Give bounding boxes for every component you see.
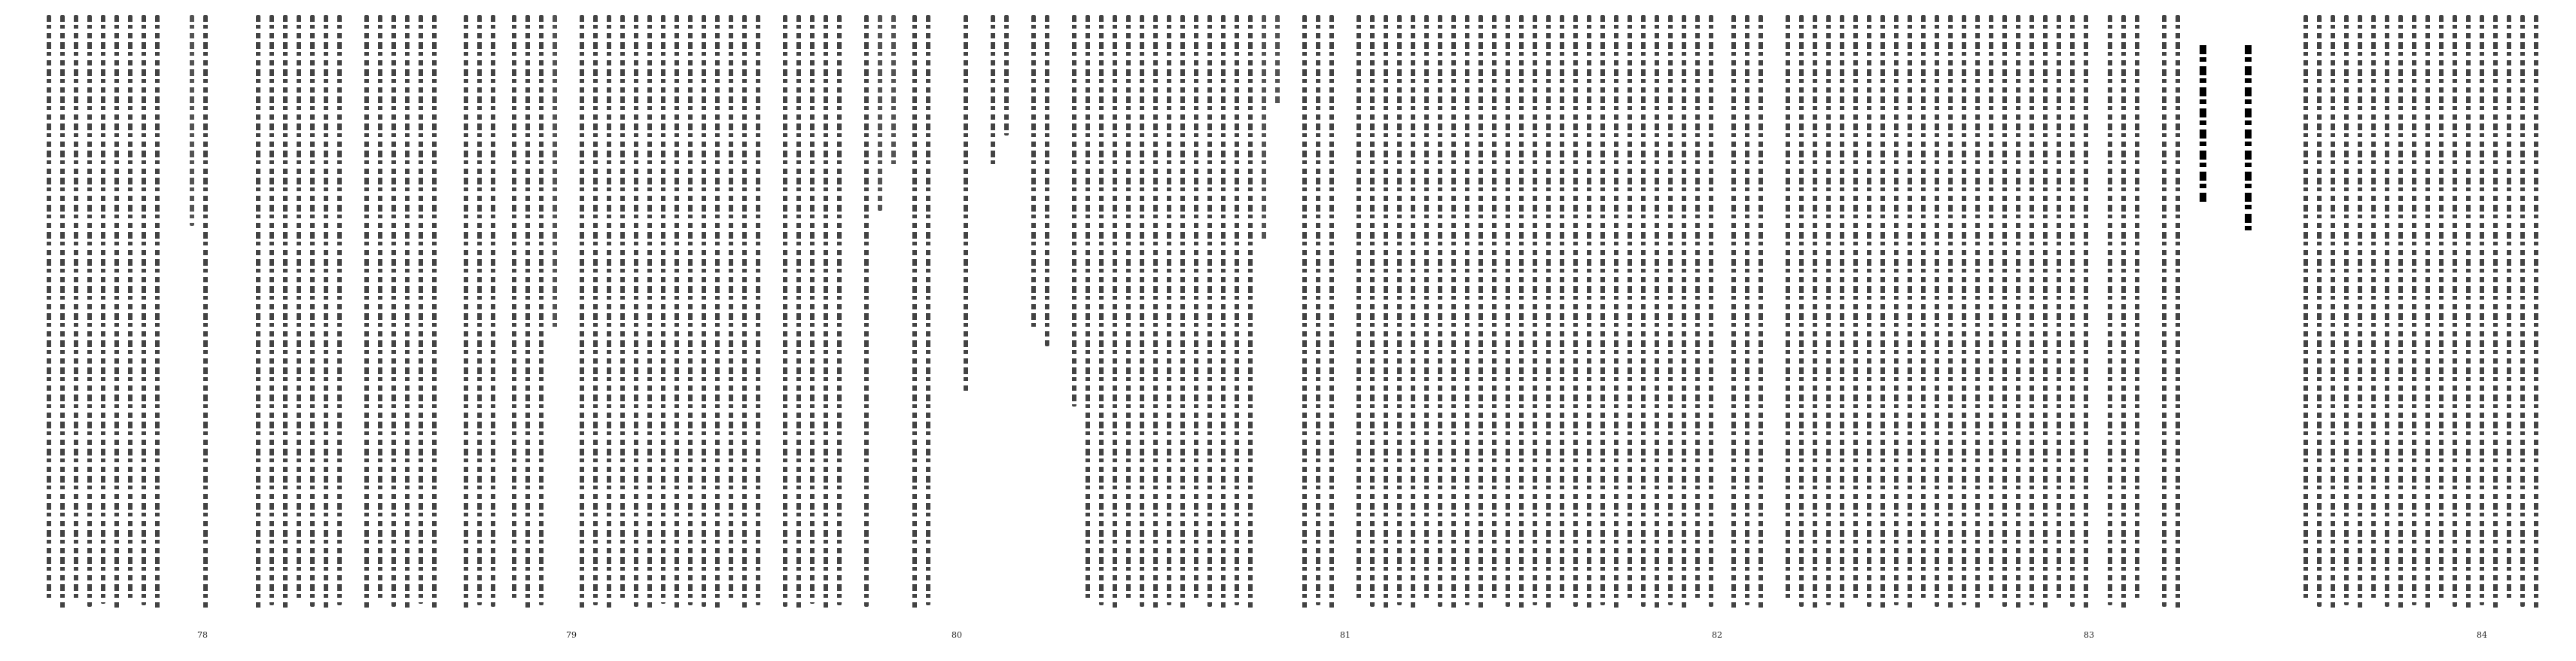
text-column: [2466, 15, 2471, 610]
text-column: [269, 15, 274, 605]
text-column: [1655, 15, 1659, 610]
text-column: [1573, 15, 1578, 607]
text-column: [203, 15, 208, 610]
text-column: [1600, 15, 1605, 605]
text-column: [1519, 15, 1524, 610]
page-number: 80: [952, 630, 962, 640]
text-column: [1921, 15, 1926, 602]
text-column: [1357, 15, 1361, 602]
text-column: [1194, 15, 1198, 602]
text-column: [2176, 15, 2180, 610]
text-column: [2057, 15, 2061, 602]
text-column: [1072, 15, 1076, 407]
text-column: [1004, 15, 1009, 136]
text-column: [1853, 15, 1858, 602]
text-column: [364, 15, 369, 608]
text-column: [2084, 15, 2088, 610]
text-column: [491, 15, 495, 607]
text-column: [1948, 15, 1953, 610]
text-column: [674, 15, 679, 608]
text-column: [2317, 15, 2322, 607]
text-column: [1758, 15, 1763, 608]
text-column: [2043, 15, 2048, 608]
text-column: [1546, 15, 1551, 608]
text-column: [190, 15, 194, 226]
text-column: [2534, 15, 2538, 610]
text-column: [477, 15, 482, 605]
text-column: [1695, 15, 1700, 602]
text-column: [2480, 15, 2484, 605]
text-column: [580, 15, 584, 610]
text-column: [878, 15, 882, 211]
text-column: [837, 15, 842, 605]
text-column: [1113, 15, 1117, 608]
text-column: [2331, 15, 2335, 610]
text-column: [114, 15, 119, 608]
text-column: [2425, 15, 2430, 608]
text-column: [2070, 15, 2075, 607]
text-column: [1975, 15, 1980, 608]
text-column: [2344, 15, 2349, 605]
text-column: [405, 15, 410, 610]
text-column: [2108, 15, 2112, 605]
text-column: [1506, 15, 1510, 607]
page-number: 78: [197, 630, 208, 640]
text-column: [1099, 15, 1104, 605]
text-column: [101, 15, 105, 604]
text-column: [1180, 15, 1185, 608]
text-column: [2453, 15, 2457, 607]
text-column: [1086, 15, 1090, 602]
text-column: [47, 15, 51, 602]
text-column: [1709, 15, 1713, 607]
text-column: [1221, 15, 1226, 610]
text-column: [593, 15, 598, 605]
text-column: [891, 15, 896, 166]
text-column: [1989, 15, 1993, 602]
text-column: [1167, 15, 1171, 605]
section-heading: [2200, 45, 2206, 203]
text-column: [661, 15, 665, 604]
text-column: [464, 15, 468, 610]
text-column: [1478, 15, 1483, 608]
text-column: [2016, 15, 2020, 610]
text-column: [715, 15, 720, 610]
text-column: [2398, 15, 2403, 610]
text-column: [1031, 15, 1036, 331]
text-column: [1935, 15, 1939, 607]
text-column: [796, 15, 801, 610]
text-column: [756, 15, 760, 605]
text-column: [283, 15, 288, 608]
text-column: [324, 15, 328, 610]
text-column: [2121, 15, 2126, 608]
text-column: [1045, 15, 1049, 346]
text-column: [553, 15, 557, 331]
text-column: [1533, 15, 1537, 605]
text-column: [2507, 15, 2511, 602]
text-column: [1438, 15, 1442, 607]
text-column: [1560, 15, 1564, 602]
text-column: [864, 15, 869, 607]
page-number: 82: [1712, 630, 1722, 640]
text-column: [607, 15, 611, 608]
text-column: [2520, 15, 2525, 607]
text-column: [1235, 15, 1239, 605]
text-column: [2358, 15, 2362, 608]
text-column: [2371, 15, 2376, 602]
text-column: [647, 15, 652, 610]
text-column: [702, 15, 706, 607]
text-column: [1411, 15, 1415, 608]
text-column: [1262, 15, 1266, 241]
text-column: [2439, 15, 2444, 602]
section-heading: [2245, 45, 2252, 233]
text-column: [1799, 15, 1804, 607]
text-column: [74, 15, 78, 602]
text-column: [729, 15, 733, 602]
text-column: [688, 15, 693, 605]
text-column: [378, 15, 382, 602]
text-column: [60, 15, 65, 610]
text-column: [1492, 15, 1497, 602]
text-column: [1668, 15, 1673, 605]
text-column: [2303, 15, 2308, 602]
text-column: [620, 15, 625, 602]
page-number: 81: [1340, 630, 1350, 640]
text-column: [1867, 15, 1871, 607]
text-column: [87, 15, 92, 607]
text-column: [1370, 15, 1375, 607]
text-column: [539, 15, 544, 605]
text-column: [1731, 15, 1736, 610]
text-column: [783, 15, 787, 607]
text-column: [1424, 15, 1429, 602]
text-column: [1786, 15, 1790, 602]
text-column: [1641, 15, 1646, 607]
text-column: [1316, 15, 1320, 605]
text-column: [1962, 15, 1966, 605]
text-column: [964, 15, 968, 391]
text-column: [926, 15, 930, 605]
text-column: [432, 15, 437, 608]
text-column: [1302, 15, 1307, 610]
text-column: [1587, 15, 1591, 610]
text-column: [1840, 15, 1844, 608]
text-column: [512, 15, 516, 602]
page-number: 84: [2477, 630, 2487, 640]
page-number: 79: [566, 630, 577, 640]
text-column: [155, 15, 160, 610]
text-column: [810, 15, 815, 604]
text-column: [634, 15, 638, 607]
text-column: [297, 15, 301, 602]
text-column: [1682, 15, 1686, 608]
text-column: [1384, 15, 1388, 610]
text-column: [1465, 15, 1469, 605]
text-column: [1826, 15, 1831, 605]
text-column: [142, 15, 146, 605]
text-column: [1813, 15, 1817, 610]
text-column: [912, 15, 917, 610]
text-column: [391, 15, 396, 607]
text-column: [1894, 15, 1899, 605]
text-column: [1275, 15, 1280, 105]
text-column: [2412, 15, 2416, 605]
text-column: [742, 15, 747, 608]
text-column: [2002, 15, 2007, 607]
text-column: [2493, 15, 2498, 608]
text-column: [2029, 15, 2034, 605]
text-column: [128, 15, 132, 602]
text-column: [419, 15, 423, 604]
text-column: [1628, 15, 1632, 602]
text-column: [1329, 15, 1334, 608]
text-column: [1614, 15, 1618, 608]
text-column: [310, 15, 315, 607]
text-column: [2135, 15, 2139, 602]
text-column: [525, 15, 530, 608]
text-column: [1207, 15, 1212, 607]
text-column: [824, 15, 828, 608]
page-number: 83: [2084, 630, 2094, 640]
text-column: [1451, 15, 1456, 610]
text-column: [1908, 15, 1912, 608]
text-column: [337, 15, 342, 605]
text-column: [1140, 15, 1144, 607]
text-column: [1248, 15, 1253, 608]
text-column: [991, 15, 995, 166]
text-column: [1745, 15, 1749, 605]
text-column: [1397, 15, 1402, 605]
text-column: [2162, 15, 2166, 607]
text-column: [2385, 15, 2389, 607]
text-column: [1880, 15, 1885, 610]
text-column: [256, 15, 260, 610]
text-column: [1153, 15, 1158, 610]
text-column: [1126, 15, 1131, 602]
